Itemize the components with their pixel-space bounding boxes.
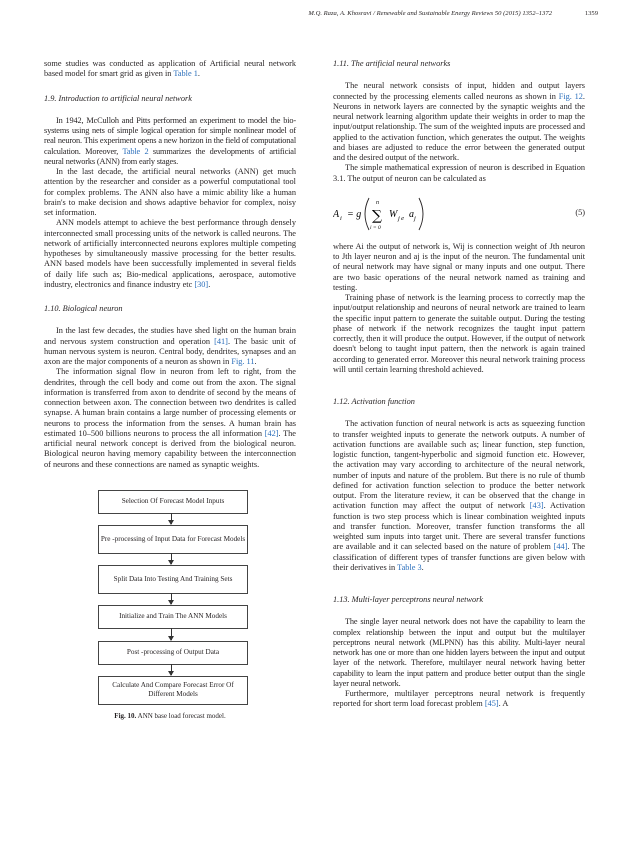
- paragraph: In the last few decades, the studies have shed light on the human brain and nervous system construction and operation [41]. The basic unit of human nervous system is neuron. Central body, dendrites, synapses and an axon are the major components of a neuron as shown in Fig. 11.: [44, 326, 296, 366]
- table-link[interactable]: Table 3: [397, 562, 422, 572]
- flow-box-inputs: Selection Of Forecast Model Inputs: [98, 490, 248, 514]
- flow-arrow: [171, 664, 172, 675]
- citation-link[interactable]: [45]: [484, 699, 499, 709]
- equation-number: (5): [575, 207, 585, 217]
- eq-lhs: A: [333, 208, 340, 220]
- flow-arrow: [171, 553, 172, 564]
- paragraph: ANN models attempt to achieve the best performance through densely interconnected small processing units of the network is called neurons. The network of artificially interconnected neurons explores multiple competing hypotheses by simultaneously massive processing for the better results. ANN based models have been successfully implemented in several fields of daily life such as; Bio-medical applications, aerospace, automotive industry, electronics and finance industry etc [30].: [44, 218, 296, 289]
- paragraph: The activation function of neural network is acts as squeezing function to transfer weighted inputs to generate the network outputs. A number of activation functions are available such as; linear function, step function, logistic function, tangent-hyperbolic and sigmoid function etc. However, the activation may vary according to architecture of the neural network, number of inputs and nature of the problem. But there is no rule of thumb defined for activation function selection to produce the better network output. From the literature review, it can be observed that the change in activation function may affect the output of network [43]. Activation function is two step process which is linear combination weighted inputs and transfer function. Moreover, transfer function transforms the all weighted sum inputs into target unit. There are several transfer functions are available and it can selected based on the nature of problem [44]. The classification of different types of transfer functions are given below with their derivatives in Table 3.: [333, 419, 585, 572]
- eq-g: = g: [347, 208, 362, 220]
- citation-link[interactable]: [42]: [264, 428, 279, 438]
- flowchart-figure: [44, 484, 296, 734]
- paragraph: Training phase of network is the learning process to correctly map the input/output relationship and neurons of neural network are trained to learn the specific input pattern to generate the suitable output. During the testing phase of network if the network recognizes the taught input pattern correctly, then it will produce the output. However, if the output of network doesn't belong to taught input pattern, then the network is again trained according to generated error. Moreover this neural network training process will until certain learning threshold achieved.: [333, 293, 585, 374]
- flow-arrow: [171, 513, 172, 524]
- table-link[interactable]: Table 1: [173, 69, 198, 79]
- paragraph: Furthermore, multilayer perceptrons neural network is frequently reported for short term load forecast problem [45]. A: [333, 689, 585, 709]
- eq-a-sub: j: [414, 214, 416, 222]
- eq-w-sub: j e: [398, 214, 404, 222]
- citation-link[interactable]: [30]: [194, 279, 209, 289]
- paragraph: The information signal flow in neuron from left to right, from the dendrites, through the cell body and come out from the axon. The signal information is transferred from axon to dendrite of second by the means of connection between axon. The connection between two dendrites is called synapse. A human brain contains a large number of processing elements or neurons to process the information from the senses. A human brain has estimated 10–500 billions neurons to process the all information [42]. The artificial neural network concept is derived from the biological neuron. Biological neuron having memory capability between the interconnection of neurons and these connections are named as synaptic weights.: [44, 367, 296, 469]
- section-heading: 1.13. Multi-layer perceptrons neural network: [333, 595, 484, 604]
- flow-box-train: Initialize and Train The ANN Models: [98, 605, 248, 629]
- eq-left-paren: [365, 198, 369, 230]
- flow-arrow: [171, 628, 172, 640]
- table-link[interactable]: Table 2: [122, 146, 149, 156]
- eq-sum-top: n: [376, 199, 379, 206]
- equation-5: [333, 194, 585, 234]
- flow-box-compare-error: Calculate And Compare Forecast Error Of Different Models: [98, 676, 248, 705]
- left-column: [44, 59, 296, 734]
- eq-w: W: [389, 208, 398, 220]
- figure-link[interactable]: Fig. 12: [558, 91, 583, 101]
- page-number: 1359: [584, 10, 598, 17]
- figure-caption: Fig. 10. ANN base load forecast model.: [114, 711, 226, 720]
- eq-sum-bottom: i = 0: [370, 224, 381, 231]
- eq-a: a: [409, 208, 414, 220]
- paragraph: some studies was conducted as application of Artificial neural network based model for smart grid as given in Table 1.: [44, 59, 296, 79]
- paragraph: where Ai the output of network is, Wij is connection weight of Jth neuron to Jth layer neuron and aj is the input of the neuron. The fundamental unit of neural network may have signal or many inputs and one output. There are two basic operations of the neural network named as training and testing.: [333, 241, 585, 292]
- citation-link[interactable]: [43]: [529, 501, 544, 511]
- section-heading: 1.10. Biological neuron: [44, 304, 123, 313]
- citation-link[interactable]: [44]: [553, 542, 568, 552]
- flow-box-postprocessing: Post -processing of Output Data: [98, 641, 248, 665]
- citation-link[interactable]: [41]: [214, 336, 228, 346]
- figure-link[interactable]: Fig. 11: [231, 357, 255, 366]
- running-title: M.Q. Raza, A. Khosravi / Renewable and Sustainable Energy Reviews 50 (2015) 1352–1372: [308, 10, 552, 17]
- paragraph: The simple mathematical expression of neuron is described in Equation 3.1. The output of neuron can be calculated as: [333, 163, 585, 183]
- section-heading: 1.11. The artificial neural networks: [333, 59, 451, 68]
- section-heading: 1.12. Activation function: [333, 397, 415, 406]
- right-column: [333, 59, 585, 710]
- flow-box-split-data: Split Data Into Testing And Training Sets: [98, 565, 248, 594]
- equation-graphic: [333, 194, 533, 234]
- paragraph: In 1942, McCulloh and Pitts performed an experiment to model the bio-systems using nets of simple logical operation for simple nonlinear model of real neuron. This experiment opens a new horizon in the field of computational calculation. Moreover, Table 2 summarizes the developments of artificial neural networks (ANN) from early stages.: [44, 115, 296, 166]
- eq-right-paren: [419, 198, 423, 230]
- section-heading: 1.9. Introduction to artificial neural network: [44, 93, 192, 103]
- flow-box-preprocessing: Pre -processing of Input Data for Forecast Models: [98, 525, 248, 554]
- eq-sum-sign: ∑: [372, 207, 382, 224]
- paragraph: The single layer neural network does not have the capability to learn the complex relationship between the input and output but the multilayer perceptrons neural network (MLPNN) has this ability. Multi-layer neural network has one or more than one hidden layers between the input and output layer of the network. Therefore, multilayer neural network having better capability to learn the input pattern and produce better output than the single layer neural network.: [333, 617, 585, 688]
- flow-arrow: [171, 593, 172, 604]
- eq-lhs-sub: i: [340, 214, 342, 222]
- paragraph: In the last decade, the artificial neural networks (ANN) get much attention by the researcher and consider as a powerful computational tool for complex problems. The ANN also have a mimic ability like a human brain's to make decision and shows adaptive behavior for complex, noisy set information.: [44, 167, 296, 217]
- paragraph: The neural network consists of input, hidden and output layers connected by the processing elements called neurons as shown in Fig. 12. Neurons in network layers are connected by the synaptic weights and the neural network learning algorithm update their weights in order to map the input/output relationship. The sum of the weighted inputs are processed and applied to the activation function, which generates the output. The weights and biases are adjusted to reduce the error between the generated output and the desired output of the network.: [333, 81, 585, 162]
- running-header: [44, 10, 598, 24]
